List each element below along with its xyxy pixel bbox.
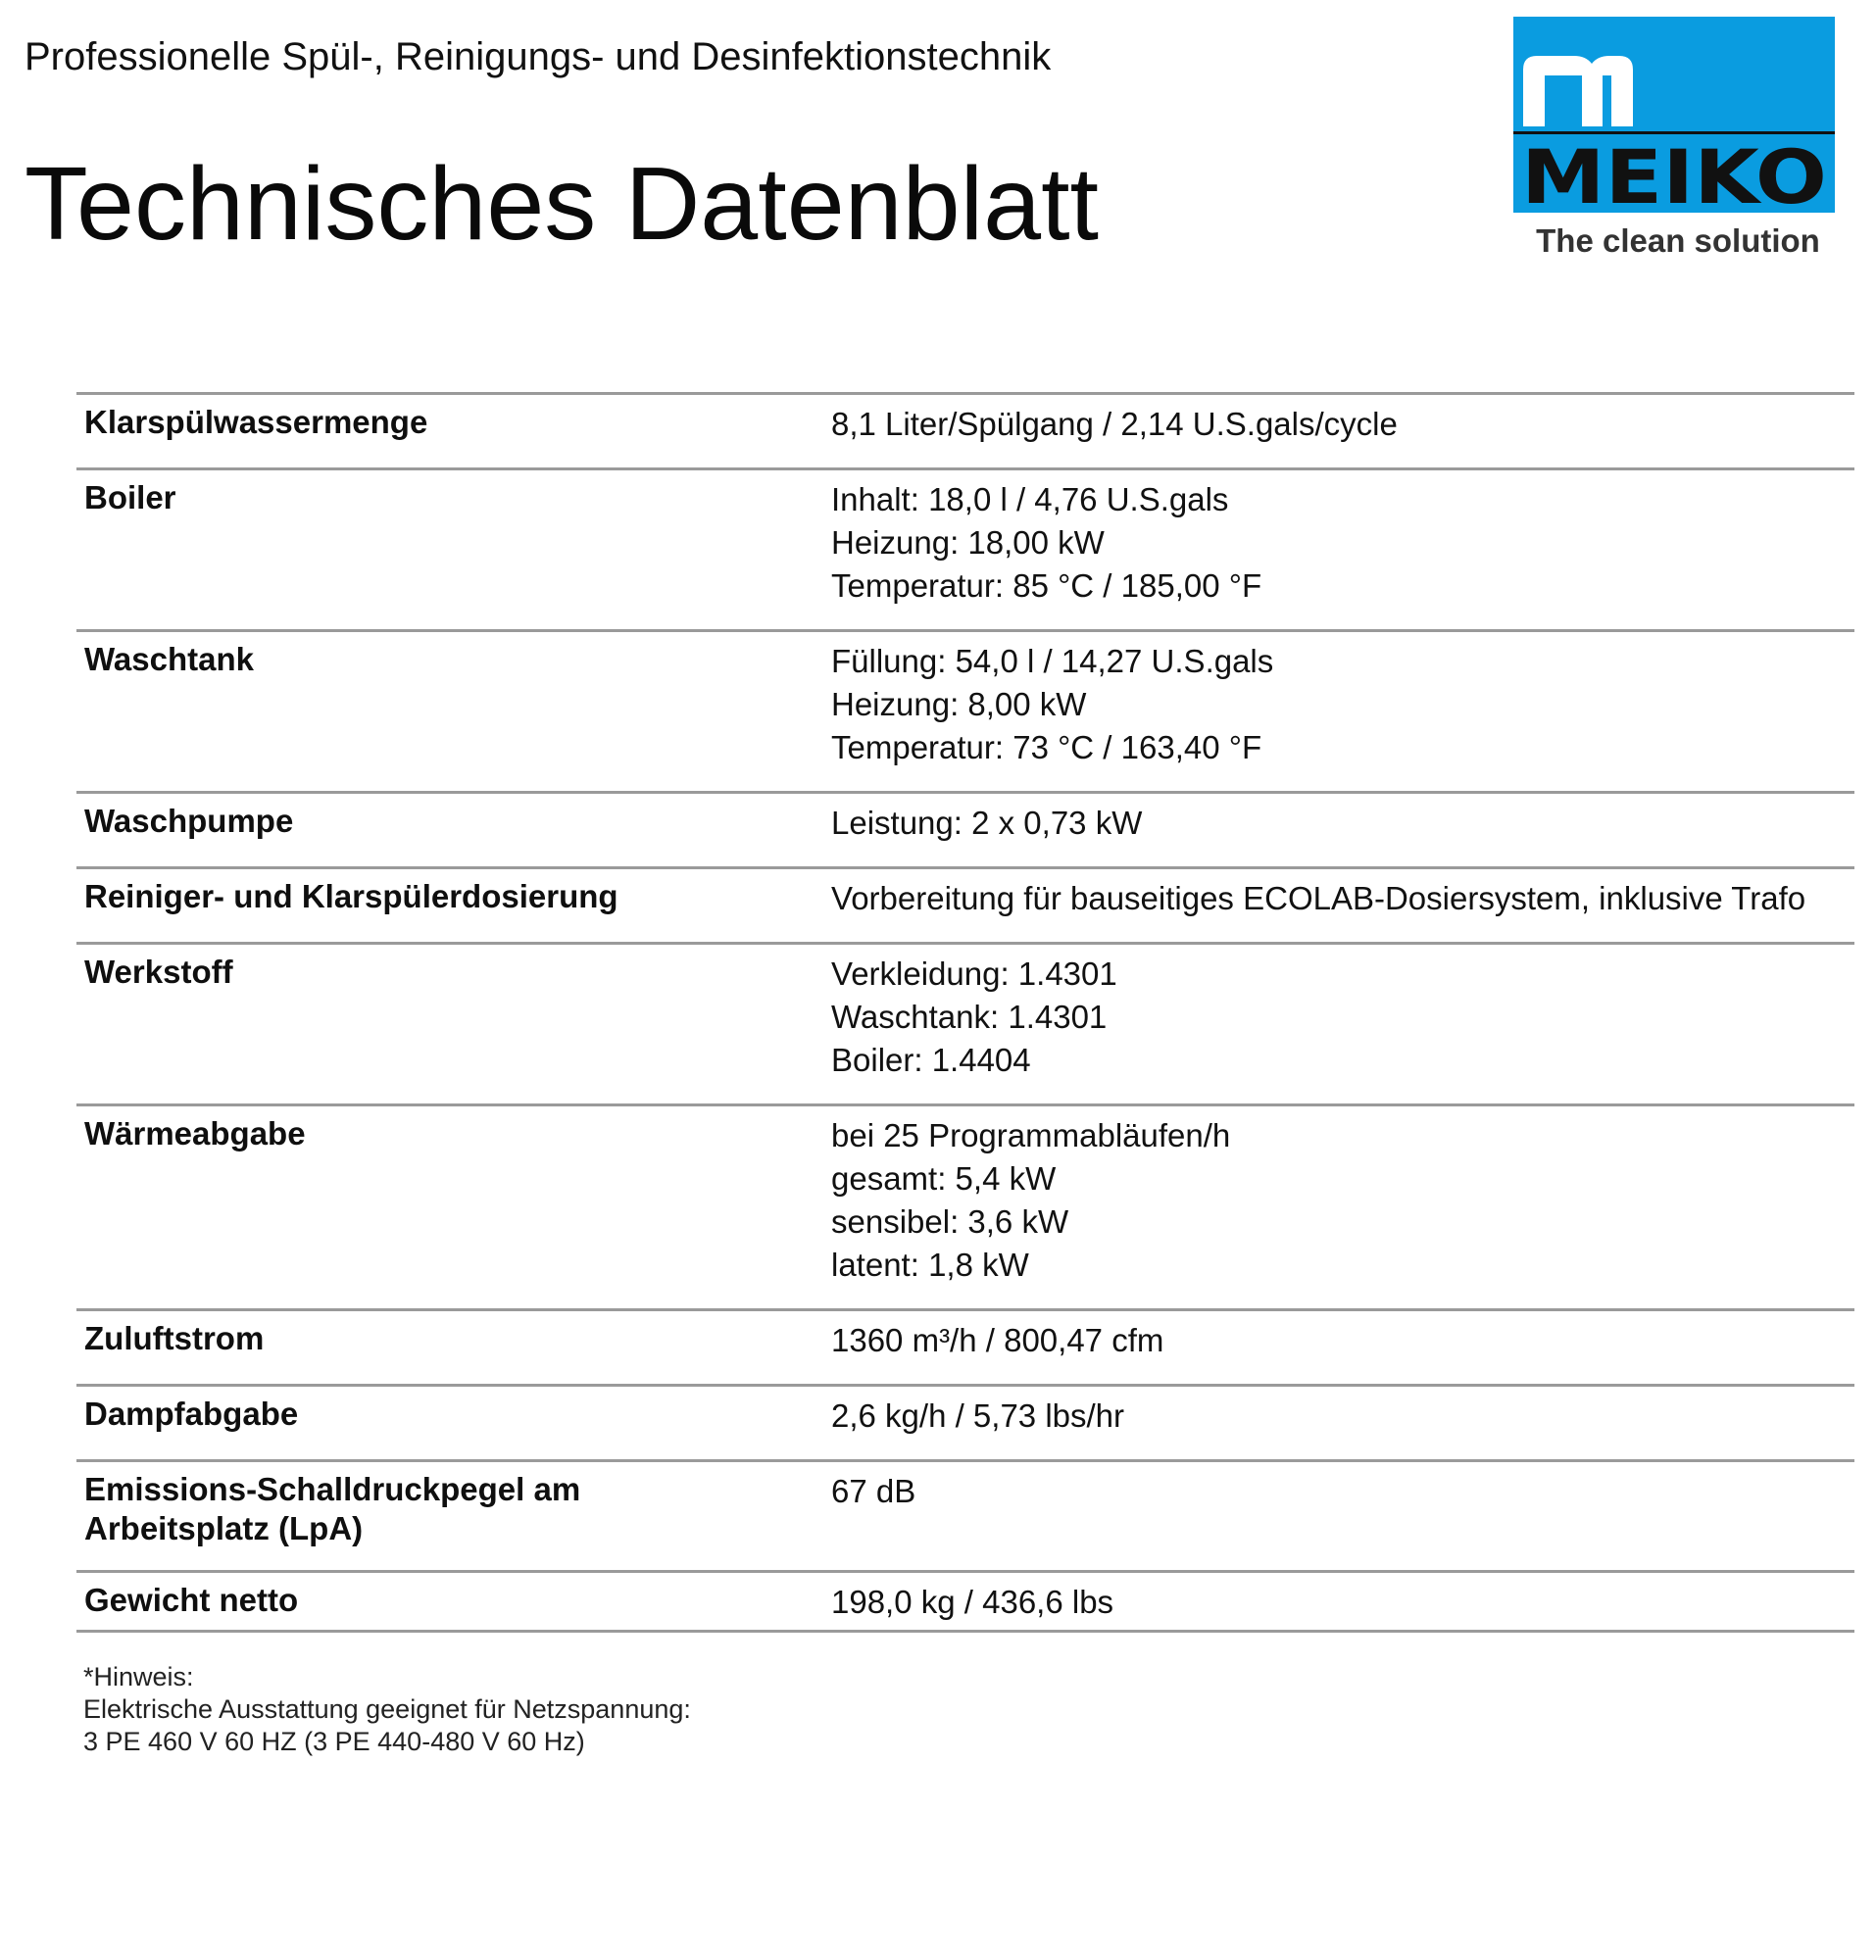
spec-value-line: Verkleidung: 1.4301 [831, 956, 1117, 992]
spec-value-line: Heizung: 8,00 kW [831, 686, 1087, 722]
spec-label-line: Zuluftstrom [84, 1320, 265, 1356]
spec-label [76, 640, 831, 769]
spec-label-line: Gewicht netto [84, 1582, 299, 1618]
spec-value-line: 2,6 kg/h / 5,73 lbs/hr [831, 1397, 1125, 1434]
spec-label-line: Waschpumpe [84, 803, 294, 839]
spec-row [76, 1459, 1854, 1570]
spec-value-line: 8,1 Liter/Spülgang / 2,14 U.S.gals/cycle [831, 406, 1398, 442]
spec-row [76, 1384, 1854, 1459]
spec-values [831, 640, 1854, 769]
spec-value-line: 198,0 kg / 436,6 lbs [831, 1584, 1114, 1620]
spec-label-line: Klarspülwassermenge [84, 404, 428, 440]
spec-values [831, 403, 1854, 446]
spec-label [76, 802, 831, 845]
spec-row [76, 467, 1854, 629]
spec-value-line: bei 25 Programmabläufen/h [831, 1117, 1231, 1153]
spec-value-line: Füllung: 54,0 l / 14,27 U.S.gals [831, 643, 1274, 679]
spec-row [76, 392, 1854, 467]
meiko-logo [1513, 17, 1835, 213]
spec-value-line: sensibel: 3,6 kW [831, 1203, 1069, 1240]
meiko-logo-wordmark: MEIKO [1521, 133, 1827, 213]
spec-value-line: Waschtank: 1.4301 [831, 999, 1108, 1035]
spec-values [831, 1395, 1854, 1438]
spec-row [76, 866, 1854, 942]
spec-label [76, 953, 831, 1082]
spec-values [831, 877, 1854, 920]
spec-values [831, 1470, 1854, 1548]
page-title: Technisches Datenblatt [25, 146, 1099, 262]
spec-label-line: Arbeitsplatz (LpA) [84, 1510, 364, 1546]
spec-table [76, 392, 1854, 1633]
footnote-line: Elektrische Ausstattung geeignet für Netzspannung: [83, 1694, 691, 1724]
spec-values [831, 1114, 1854, 1287]
spec-value-line: Leistung: 2 x 0,73 kW [831, 805, 1143, 841]
spec-value-line: latent: 1,8 kW [831, 1247, 1029, 1283]
spec-row [76, 942, 1854, 1103]
spec-value-line: Temperatur: 85 °C / 185,00 °F [831, 567, 1262, 604]
spec-label [76, 1470, 831, 1548]
spec-values [831, 1581, 1854, 1624]
spec-label-line: Werkstoff [84, 954, 233, 990]
spec-label-line: Wärmeabgabe [84, 1115, 306, 1152]
spec-value-line: Heizung: 18,00 kW [831, 524, 1105, 561]
spec-value-line: gesamt: 5,4 kW [831, 1160, 1057, 1197]
spec-row [76, 1308, 1854, 1384]
spec-label-line: Waschtank [84, 641, 254, 677]
spec-value-line: 1360 m³/h / 800,47 cfm [831, 1322, 1164, 1358]
spec-value-line: 67 dB [831, 1473, 916, 1509]
footnote-line: *Hinweis: [83, 1662, 194, 1691]
logo-tagline: The clean solution [1536, 222, 1820, 259]
spec-label [76, 478, 831, 608]
spec-label [76, 403, 831, 446]
spec-label-line: Dampfabgabe [84, 1396, 299, 1432]
spec-label [76, 1581, 831, 1624]
spec-value-line: Vorbereitung für bauseitiges ECOLAB-Dosiersystem, inklusive Trafo [831, 880, 1806, 916]
spec-values [831, 478, 1854, 608]
spec-row [76, 791, 1854, 866]
spec-label-line: Reiniger- und Klarspülerdosierung [84, 878, 618, 914]
meiko-logo-graphic [1513, 17, 1835, 213]
spec-label [76, 1319, 831, 1362]
spec-label [76, 1114, 831, 1287]
spec-value-line: Temperatur: 73 °C / 163,40 °F [831, 729, 1262, 765]
spec-label [76, 1395, 831, 1438]
spec-label-line: Emissions-Schalldruckpegel am [84, 1471, 581, 1507]
page-subtitle: Professionelle Spül-, Reinigungs- und Desinfektionstechnik [25, 35, 1052, 78]
spec-row [76, 629, 1854, 791]
spec-row [76, 1570, 1854, 1633]
spec-values [831, 953, 1854, 1082]
spec-values [831, 802, 1854, 845]
spec-value-line: Boiler: 1.4404 [831, 1042, 1031, 1078]
footnote-line: 3 PE 460 V 60 HZ (3 PE 440-480 V 60 Hz) [83, 1727, 585, 1756]
spec-values [831, 1319, 1854, 1362]
spec-label-line: Boiler [84, 479, 176, 515]
footnote [83, 1661, 691, 1758]
spec-label [76, 877, 831, 920]
spec-row [76, 1103, 1854, 1308]
spec-value-line: Inhalt: 18,0 l / 4,76 U.S.gals [831, 481, 1229, 517]
